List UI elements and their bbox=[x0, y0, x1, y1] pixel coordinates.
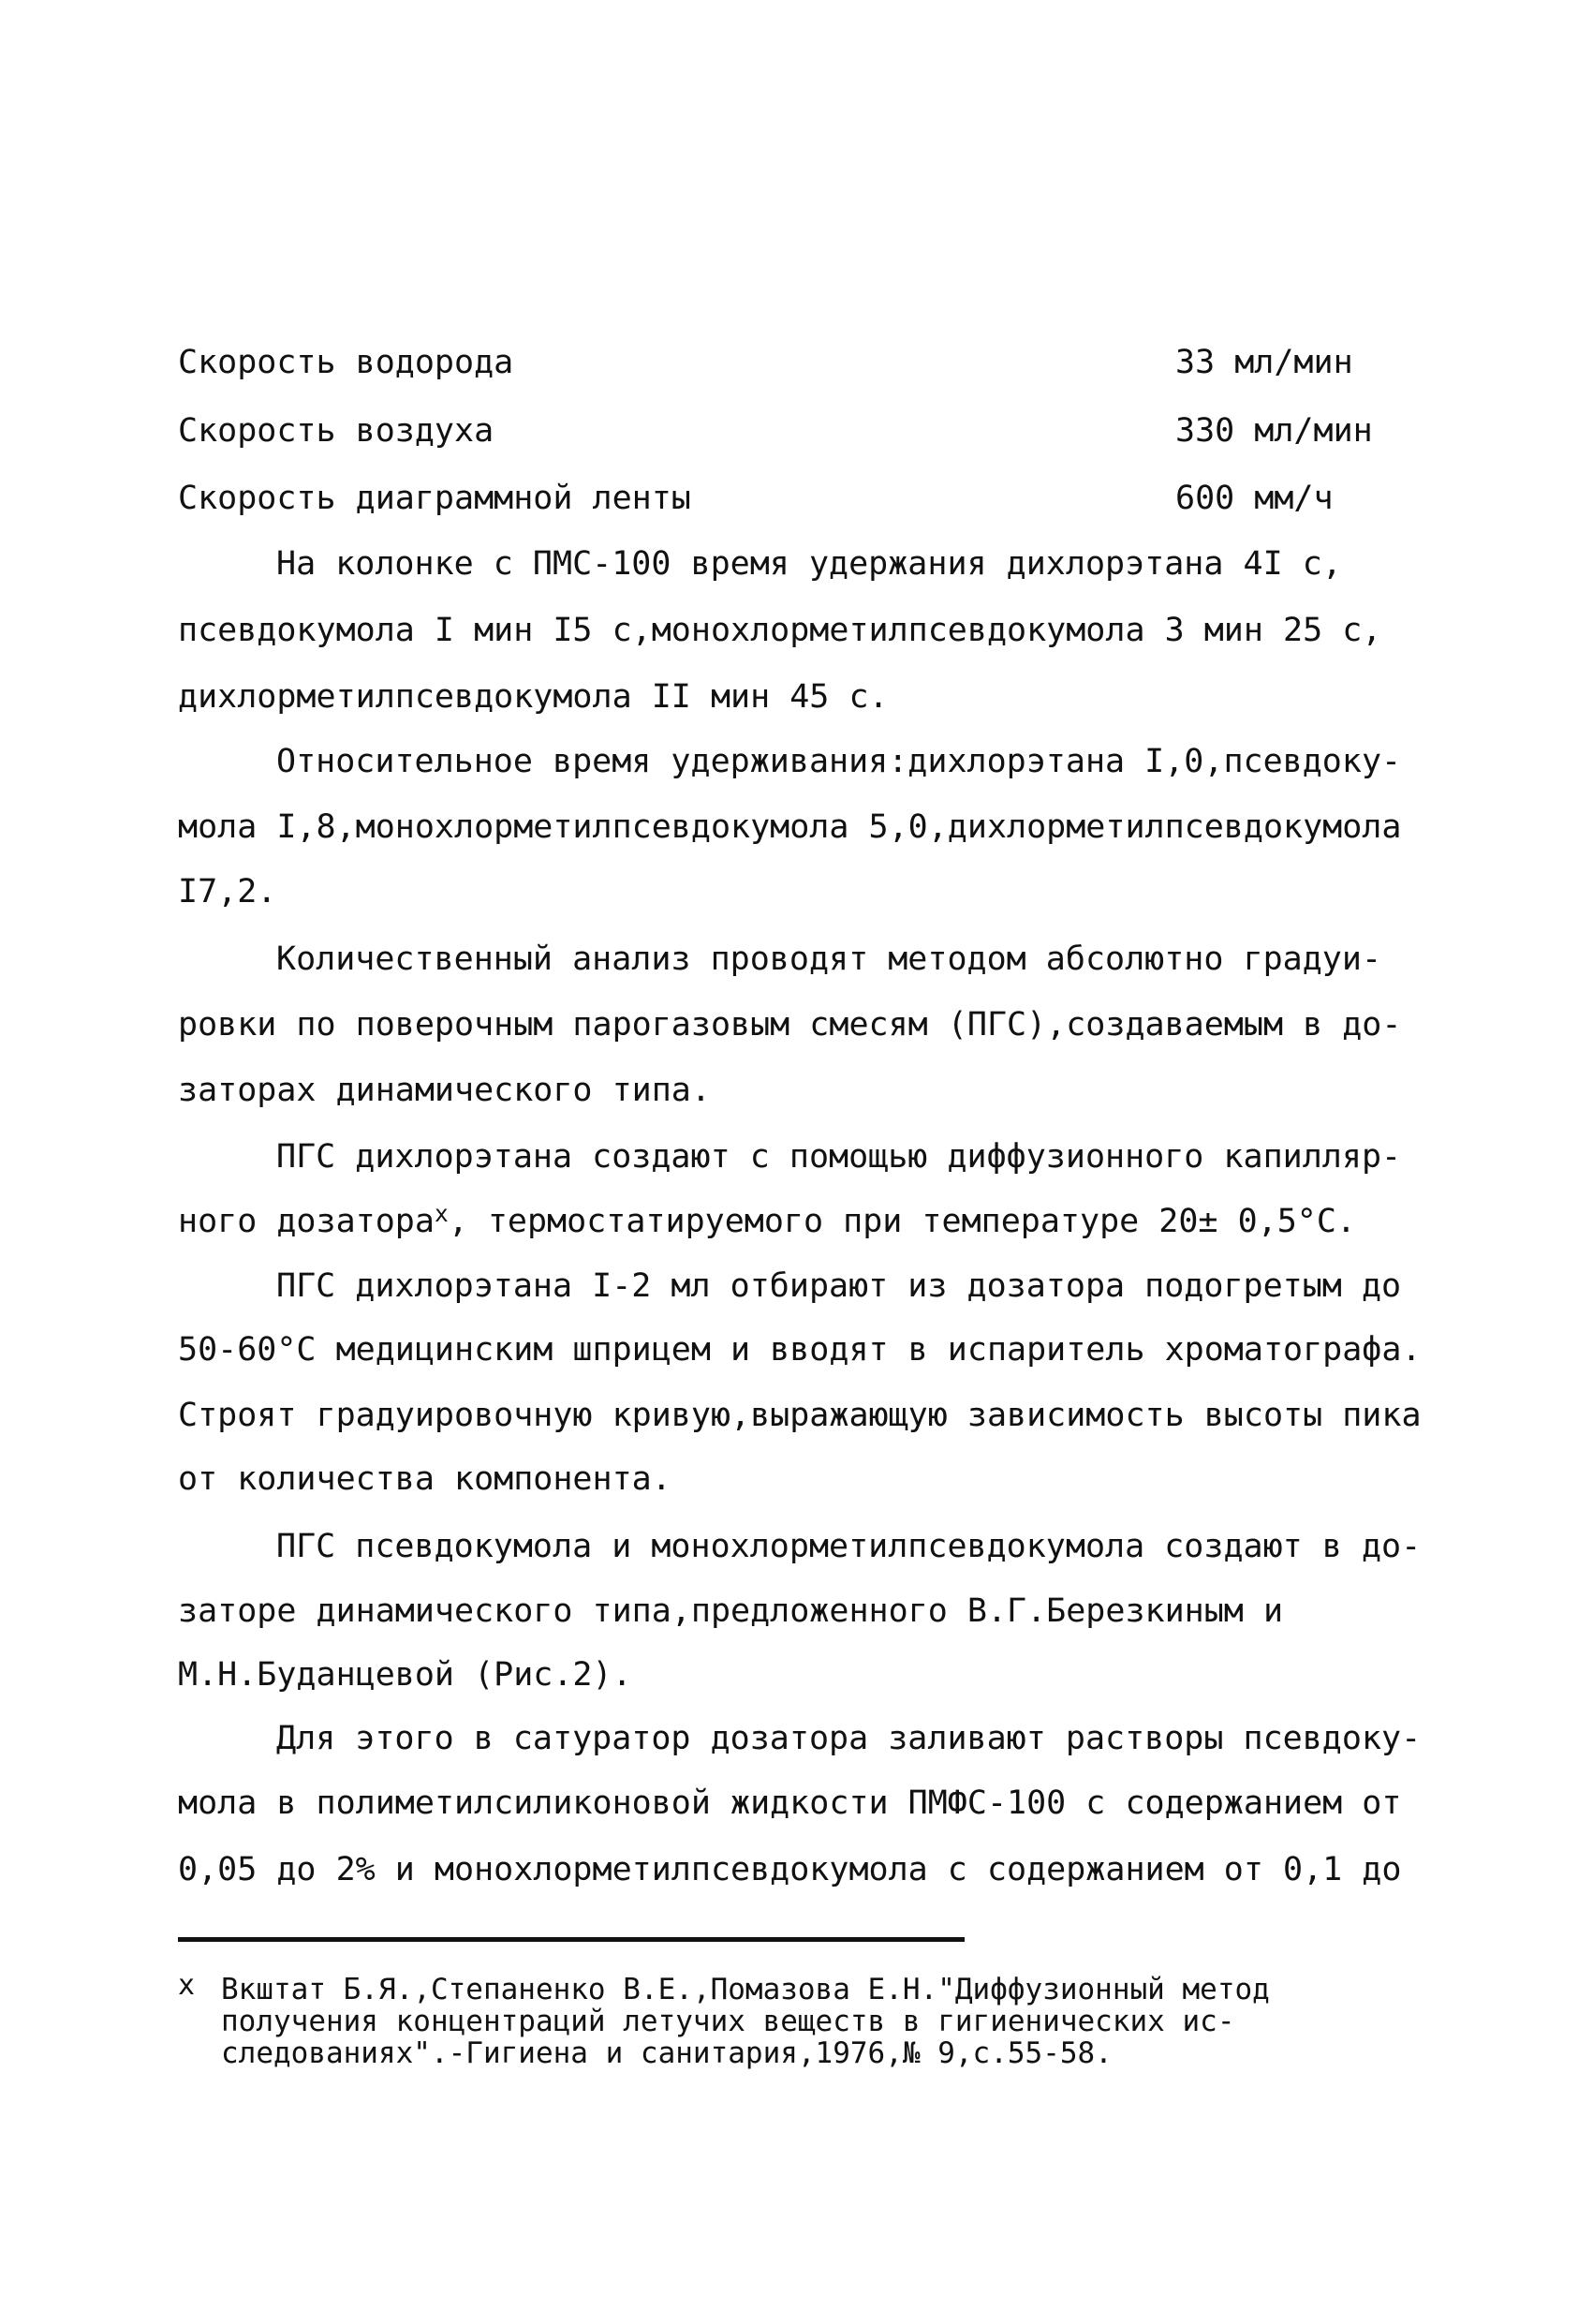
text-line: мола в полиметилсиликоновой жидкости ПМФС-100 с содержанием от bbox=[178, 1784, 1402, 1822]
param-label: Скорость воздуха bbox=[178, 412, 494, 450]
text-line: ПГС дихлорэтана I-2 мл отбирают из дозатора подогретым до bbox=[276, 1267, 1402, 1305]
text-fragment: , термостатируемого при температуре 20± 0,5°С. bbox=[448, 1203, 1357, 1240]
text-line: ровки по поверочным парогазовым смесям (ПГС),создаваемым в до- bbox=[178, 1006, 1402, 1044]
param-value: 330 мл/мин bbox=[1175, 412, 1373, 450]
text-line: 0,05 до 2% и монохлорметилпсевдокумола с содержанием от 0,1 до bbox=[178, 1851, 1402, 1888]
text-line: ПГС псевдокумола и монохлорметилпсевдокумола создают в до- bbox=[276, 1528, 1422, 1565]
footnote-line: следованиях".-Гигиена и санитария,1976,№ 9,с.55-58. bbox=[221, 2036, 1113, 2070]
text-fragment: ного дозатора bbox=[178, 1203, 435, 1240]
text-line: 50-60°С медицинским шприцем и вводят в испаритель хроматографа. bbox=[178, 1331, 1422, 1369]
text-line: дихлорметилпсевдокумола II мин 45 с. bbox=[178, 678, 889, 716]
text-line: I7,2. bbox=[178, 873, 277, 910]
footnote-marker: х bbox=[178, 1969, 196, 2002]
param-row-chart-tape bbox=[178, 470, 1386, 526]
param-label: Скорость водорода bbox=[178, 344, 514, 381]
text-line: псевдокумола I мин I5 с,монохлорметилпсевдокумола 3 мин 25 с, bbox=[178, 612, 1382, 649]
text-line: Строят градуировочную кривую,выражающую зависимость высоты пика bbox=[178, 1397, 1422, 1434]
text-line: мола I,8,монохлорметилпсевдокумола 5,0,дихлорметилпсевдокумола bbox=[178, 808, 1402, 846]
footnote-reference: х bbox=[434, 1199, 449, 1227]
footnote-divider bbox=[178, 1937, 965, 1942]
footnote-line: получения концентраций летучих веществ в гигиенических ис- bbox=[221, 2005, 1235, 2038]
text-line: Для этого в сатуратор дозатора заливают растворы псевдоку- bbox=[276, 1720, 1422, 1757]
footnote-line: Вкштат Б.Я.,Степаненко В.Е.,Помазова Е.Н."Диффузионный метод bbox=[221, 1973, 1270, 2006]
param-value: 600 мм/ч bbox=[1175, 480, 1334, 517]
text-line: Количественный анализ проводят методом абсолютно градуи- bbox=[276, 940, 1382, 978]
text-line: ПГС дихлорэтана создают с помощью диффузионного капилляр- bbox=[276, 1138, 1402, 1176]
param-row-hydrogen bbox=[178, 334, 1386, 391]
param-value: 33 мл/мин bbox=[1175, 344, 1353, 381]
param-row-air bbox=[178, 403, 1386, 459]
text-line: от количества компонента. bbox=[178, 1460, 671, 1498]
text-line: М.Н.Буданцевой (Рис.2). bbox=[178, 1656, 632, 1694]
text-line: Относительное время удерживания:дихлорэтана I,0,псевдоку- bbox=[276, 743, 1402, 780]
text-line: заторе динамического типа,предложенного В.Г.Березкиным и bbox=[178, 1592, 1284, 1630]
text-line: На колонке с ПМС-100 время удержания дихлорэтана 4I с, bbox=[276, 545, 1342, 583]
text-line: заторах динамического типа. bbox=[178, 1072, 711, 1109]
param-label: Скорость диаграммной ленты bbox=[178, 480, 691, 517]
text-line bbox=[178, 1193, 1395, 1250]
